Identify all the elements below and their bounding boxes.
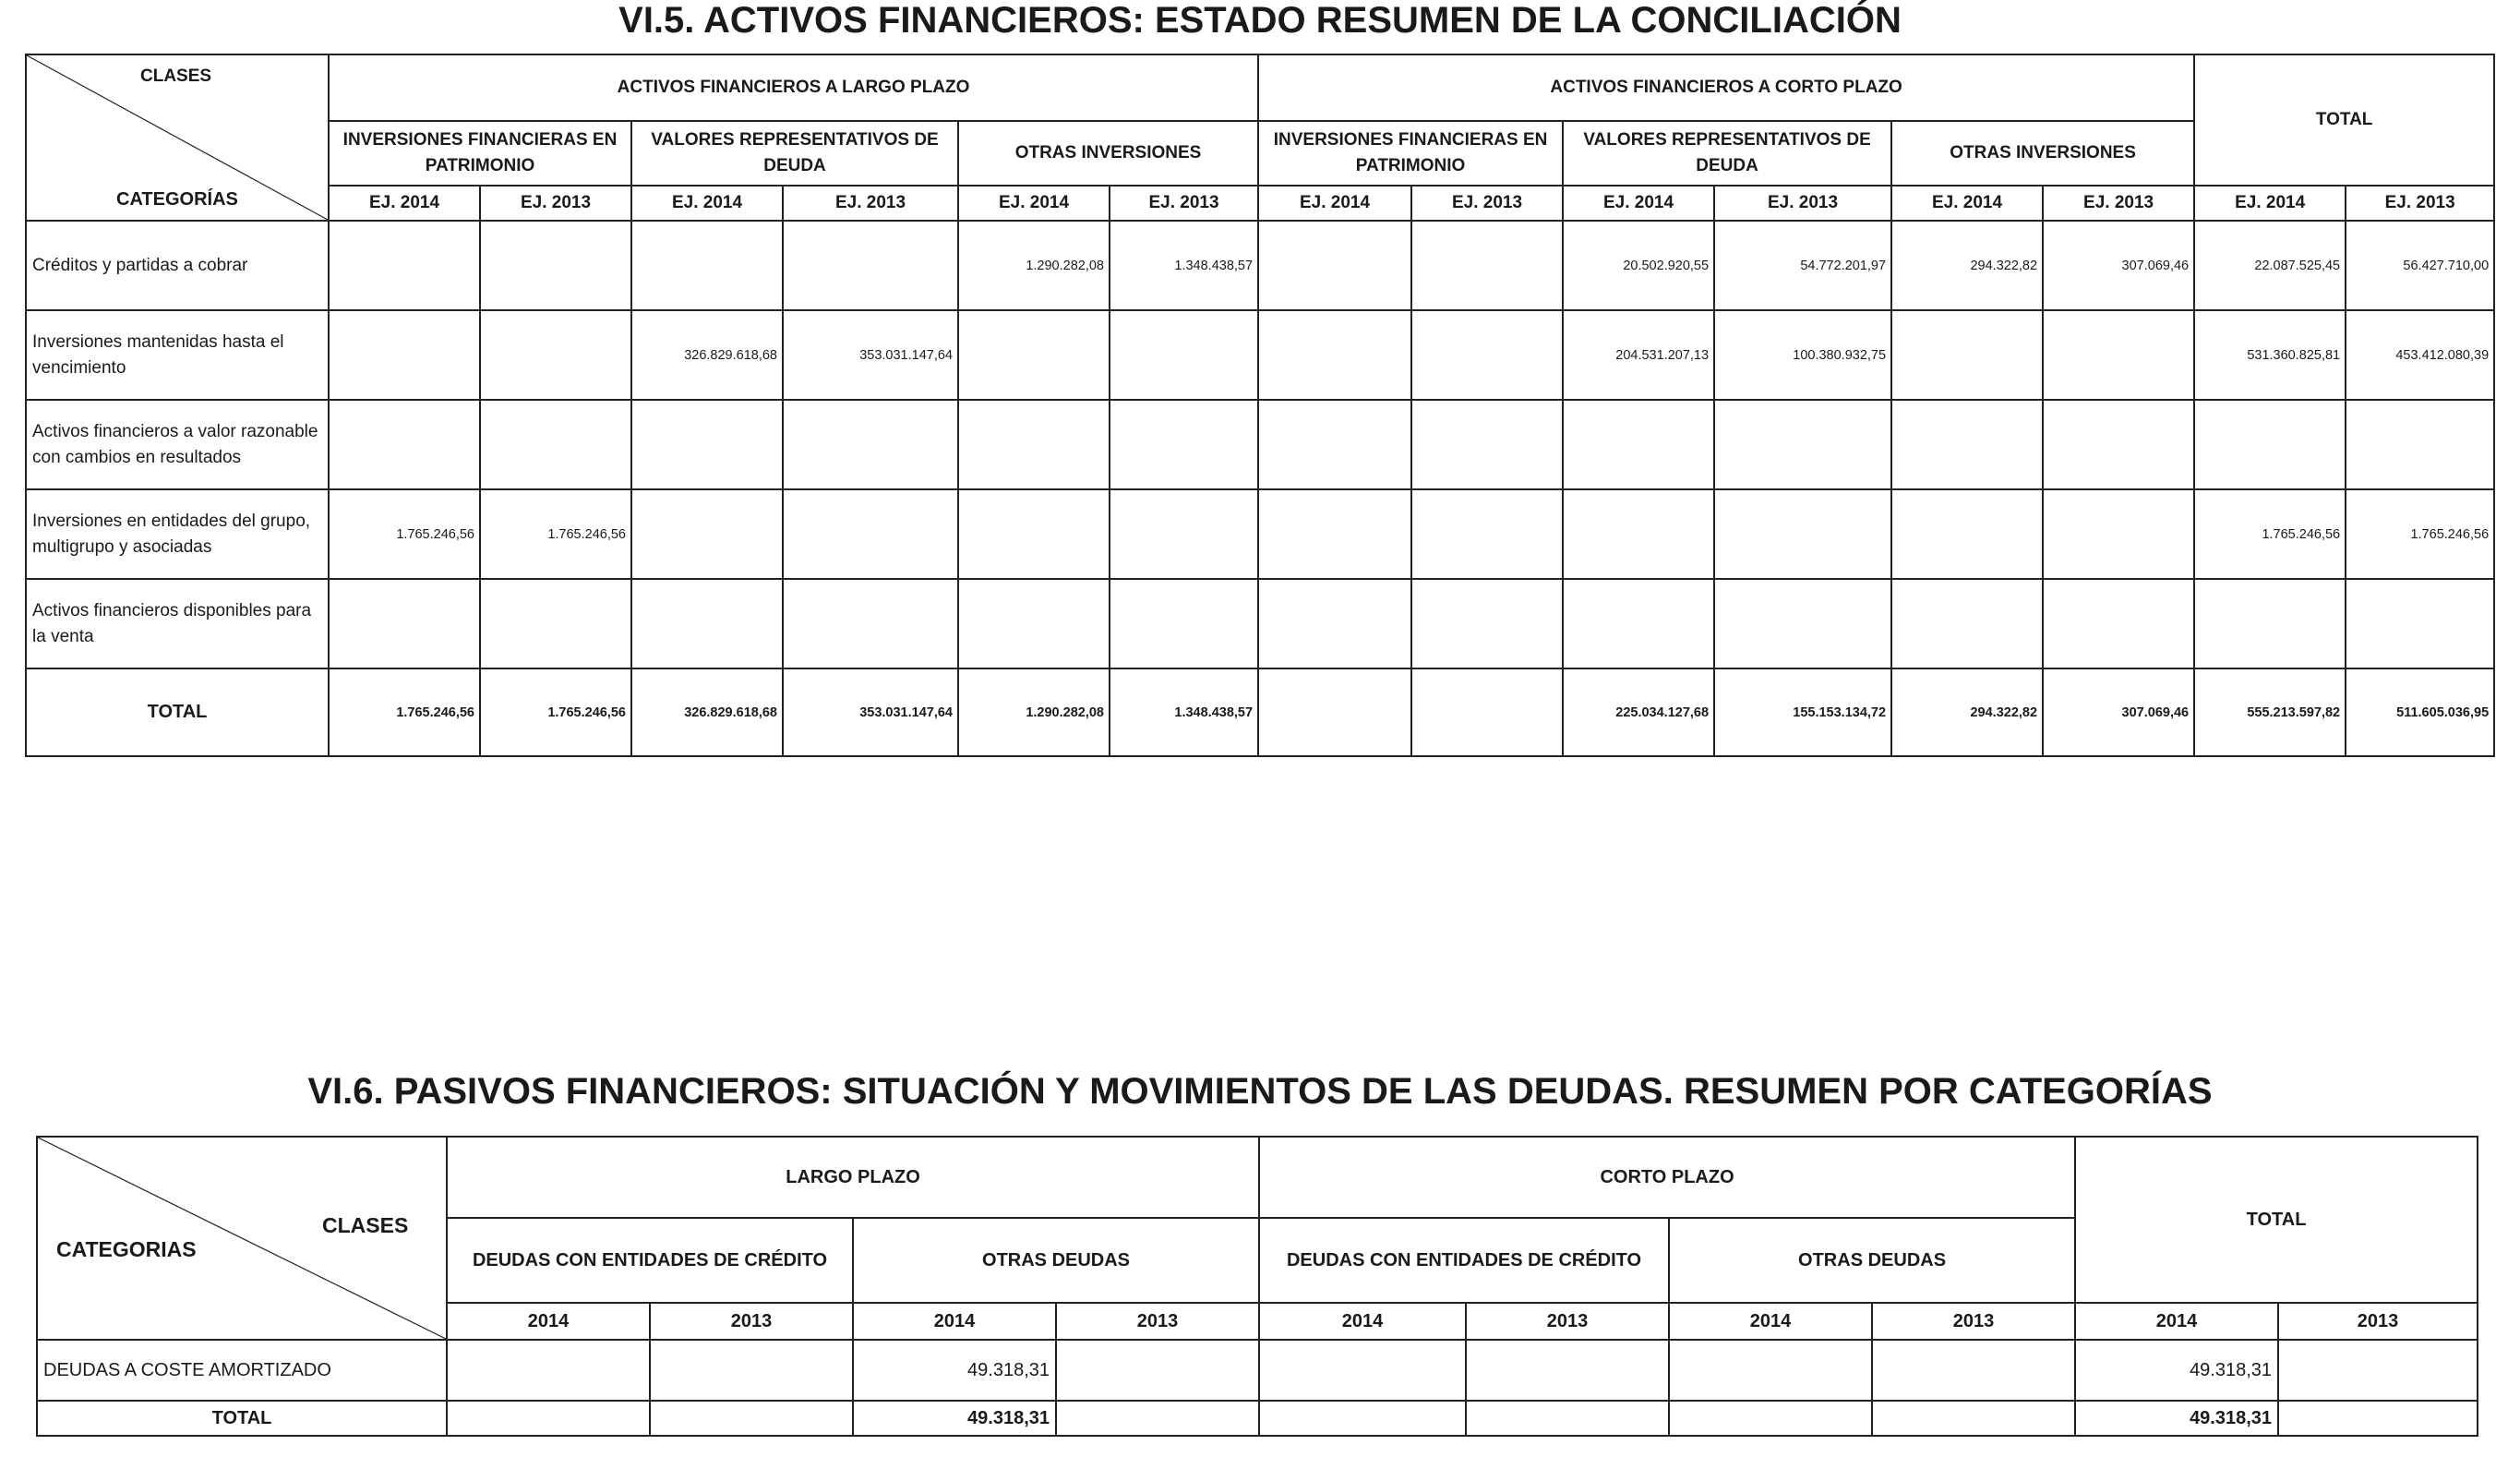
total-value-cell: 225.034.127,68: [1563, 668, 1714, 756]
total-value-cell: [1258, 668, 1411, 756]
value-cell: [783, 400, 958, 489]
row-label: Activos financieros a valor razonable con cambios en resultados: [26, 400, 329, 489]
value-cell: [480, 400, 631, 489]
subgroup-header: OTRAS DEUDAS: [853, 1218, 1259, 1303]
value-cell: [1110, 400, 1258, 489]
corner-label-classes: CLASES: [322, 1213, 409, 1237]
total-value-cell: 353.031.147,64: [783, 668, 958, 756]
value-cell: [480, 221, 631, 310]
value-cell: [1891, 310, 2043, 400]
subgroup-header: OTRAS INVERSIONES: [958, 121, 1258, 186]
value-cell: [1872, 1340, 2075, 1401]
value-cell: 100.380.932,75: [1714, 310, 1891, 400]
section2-title: VI.6. PASIVOS FINANCIEROS: SITUACIÓN Y MOVIMIENTOS DE LAS DEUDAS. RESUMEN POR CATEGORÍAS: [307, 1071, 2213, 1112]
value-cell: [2043, 310, 2194, 400]
value-cell: [631, 221, 783, 310]
row-label: Inversiones en entidades del grupo, multigrupo y asociadas: [26, 489, 329, 579]
subgroup-header: VALORES REPRESENTATIVOS DE DEUDA: [1563, 121, 1891, 186]
value-cell: [329, 400, 480, 489]
value-cell: [631, 579, 783, 668]
year-header: EJ. 2013: [1411, 186, 1563, 221]
value-cell: 49.318,31: [853, 1340, 1056, 1401]
value-cell: [1466, 1340, 1669, 1401]
value-cell: [1411, 489, 1563, 579]
year-header: 2014: [1669, 1303, 1872, 1340]
year-header: EJ. 2013: [1110, 186, 1258, 221]
value-cell: [2043, 489, 2194, 579]
value-cell: [1891, 489, 2043, 579]
value-cell: [783, 221, 958, 310]
year-header: 2013: [650, 1303, 853, 1340]
year-header: 2014: [447, 1303, 650, 1340]
value-cell: 1.765.246,56: [2194, 489, 2346, 579]
value-cell: [1056, 1340, 1259, 1401]
total-value-cell: [2278, 1401, 2478, 1436]
value-cell: [1714, 579, 1891, 668]
group-header-total: TOTAL: [2075, 1137, 2478, 1303]
value-cell: [1411, 579, 1563, 668]
value-cell: [1411, 400, 1563, 489]
value-cell: [1563, 489, 1714, 579]
value-cell: 326.829.618,68: [631, 310, 783, 400]
value-cell: [650, 1340, 853, 1401]
group-header-long-term: LARGO PLAZO: [447, 1137, 1259, 1218]
total-value-cell: 49.318,31: [2075, 1401, 2278, 1436]
value-cell: [2043, 400, 2194, 489]
table-corner-header: [26, 54, 329, 221]
table-row: [26, 489, 2494, 579]
total-label: TOTAL: [37, 1401, 447, 1436]
corner-label-categories: CATEGORIAS: [56, 1237, 197, 1261]
value-cell: [329, 221, 480, 310]
financial-assets-table: [25, 54, 2495, 757]
value-cell: 1.348.438,57: [1110, 221, 1258, 310]
value-cell: [1891, 579, 2043, 668]
year-header: EJ. 2014: [1258, 186, 1411, 221]
total-value-cell: 1.765.246,56: [329, 668, 480, 756]
total-value-cell: 1.765.246,56: [480, 668, 631, 756]
value-cell: 1.765.246,56: [480, 489, 631, 579]
total-value-cell: [1259, 1401, 1466, 1436]
value-cell: [480, 310, 631, 400]
total-value-cell: [650, 1401, 853, 1436]
total-value-cell: 155.153.134,72: [1714, 668, 1891, 756]
total-row: [26, 668, 2494, 756]
financial-liabilities-table: [36, 1136, 2478, 1437]
value-cell: [1669, 1340, 1872, 1401]
year-header: 2013: [1872, 1303, 2075, 1340]
group-header-long-term: ACTIVOS FINANCIEROS A LARGO PLAZO: [329, 54, 1258, 121]
value-cell: [1110, 310, 1258, 400]
value-cell: [1714, 400, 1891, 489]
value-cell: 307.069,46: [2043, 221, 2194, 310]
value-cell: 1.765.246,56: [329, 489, 480, 579]
value-cell: 353.031.147,64: [783, 310, 958, 400]
total-value-cell: [447, 1401, 650, 1436]
year-header: EJ. 2013: [1714, 186, 1891, 221]
value-cell: [1110, 579, 1258, 668]
table-row: [26, 221, 2494, 310]
subgroup-header: INVERSIONES FINANCIERAS EN PATRIMONIO: [329, 121, 631, 186]
year-header: EJ. 2013: [783, 186, 958, 221]
year-header: EJ. 2014: [2194, 186, 2346, 221]
total-value-cell: [1872, 1401, 2075, 1436]
value-cell: [447, 1340, 650, 1401]
value-cell: [2346, 579, 2494, 668]
year-header: EJ. 2013: [2043, 186, 2194, 221]
row-label: Activos financieros disponibles para la venta: [26, 579, 329, 668]
value-cell: 20.502.920,55: [1563, 221, 1714, 310]
value-cell: [1411, 221, 1563, 310]
value-cell: [1258, 310, 1411, 400]
value-cell: 531.360.825,81: [2194, 310, 2346, 400]
subgroup-header: DEUDAS CON ENTIDADES DE CRÉDITO: [447, 1218, 853, 1303]
year-header: 2013: [2278, 1303, 2478, 1340]
total-value-cell: 49.318,31: [853, 1401, 1056, 1436]
value-cell: [958, 579, 1110, 668]
section1-title: VI.5. ACTIVOS FINANCIEROS: ESTADO RESUMEN DE LA CONCILIACIÓN: [618, 0, 1902, 41]
value-cell: [1563, 400, 1714, 489]
corner-label-categories: CATEGORÍAS: [116, 189, 238, 210]
subgroup-header: OTRAS INVERSIONES: [1891, 121, 2194, 186]
total-value-cell: 555.213.597,82: [2194, 668, 2346, 756]
value-cell: [1411, 310, 1563, 400]
subgroup-header: OTRAS DEUDAS: [1669, 1218, 2075, 1303]
group-header-short-term: ACTIVOS FINANCIEROS A CORTO PLAZO: [1258, 54, 2194, 121]
value-cell: 294.322,82: [1891, 221, 2043, 310]
group-header-total: TOTAL: [2194, 54, 2494, 186]
year-header: EJ. 2014: [1891, 186, 2043, 221]
value-cell: [1258, 221, 1411, 310]
value-cell: [2043, 579, 2194, 668]
value-cell: [2346, 400, 2494, 489]
value-cell: [1258, 489, 1411, 579]
total-value-cell: 1.348.438,57: [1110, 668, 1258, 756]
value-cell: 1.765.246,56: [2346, 489, 2494, 579]
value-cell: [1258, 579, 1411, 668]
year-header: 2014: [853, 1303, 1056, 1340]
value-cell: [2194, 400, 2346, 489]
total-row: [37, 1401, 2478, 1436]
value-cell: [480, 579, 631, 668]
year-header: 2013: [1056, 1303, 1259, 1340]
table-corner-header: [37, 1137, 447, 1340]
value-cell: 453.412.080,39: [2346, 310, 2494, 400]
value-cell: [783, 579, 958, 668]
value-cell: [1891, 400, 2043, 489]
total-value-cell: [1466, 1401, 1669, 1436]
value-cell: [1110, 489, 1258, 579]
value-cell: [783, 489, 958, 579]
year-header: 2014: [2075, 1303, 2278, 1340]
value-cell: [631, 400, 783, 489]
total-label: TOTAL: [26, 668, 329, 756]
total-value-cell: [1056, 1401, 1259, 1436]
subgroup-header: VALORES REPRESENTATIVOS DE DEUDA: [631, 121, 958, 186]
value-cell: [958, 310, 1110, 400]
group-header-short-term: CORTO PLAZO: [1259, 1137, 2075, 1218]
year-header: EJ. 2014: [329, 186, 480, 221]
total-value-cell: [1411, 668, 1563, 756]
value-cell: [329, 310, 480, 400]
value-cell: [2194, 579, 2346, 668]
year-header: EJ. 2013: [2346, 186, 2494, 221]
year-header: 2014: [1259, 1303, 1466, 1340]
table-row: [37, 1340, 2478, 1401]
value-cell: [1259, 1340, 1466, 1401]
year-header: 2013: [1466, 1303, 1669, 1340]
row-label: DEUDAS A COSTE AMORTIZADO: [37, 1340, 447, 1401]
value-cell: [1714, 489, 1891, 579]
row-label: Créditos y partidas a cobrar: [26, 221, 329, 310]
value-cell: 54.772.201,97: [1714, 221, 1891, 310]
value-cell: [2278, 1340, 2478, 1401]
total-value-cell: 1.290.282,08: [958, 668, 1110, 756]
corner-label-classes: CLASES: [140, 66, 212, 86]
table-row: [26, 400, 2494, 489]
value-cell: 22.087.525,45: [2194, 221, 2346, 310]
value-cell: [958, 489, 1110, 579]
year-header: EJ. 2014: [631, 186, 783, 221]
value-cell: 49.318,31: [2075, 1340, 2278, 1401]
value-cell: [1563, 579, 1714, 668]
subgroup-header: INVERSIONES FINANCIERAS EN PATRIMONIO: [1258, 121, 1563, 186]
year-header: EJ. 2013: [480, 186, 631, 221]
table-row: [26, 579, 2494, 668]
total-value-cell: 511.605.036,95: [2346, 668, 2494, 756]
value-cell: [631, 489, 783, 579]
year-header: EJ. 2014: [958, 186, 1110, 221]
total-value-cell: 326.829.618,68: [631, 668, 783, 756]
value-cell: [1258, 400, 1411, 489]
value-cell: 1.290.282,08: [958, 221, 1110, 310]
value-cell: 204.531.207,13: [1563, 310, 1714, 400]
total-value-cell: 307.069,46: [2043, 668, 2194, 756]
value-cell: [958, 400, 1110, 489]
total-value-cell: [1669, 1401, 1872, 1436]
subgroup-header: DEUDAS CON ENTIDADES DE CRÉDITO: [1259, 1218, 1669, 1303]
value-cell: 56.427.710,00: [2346, 221, 2494, 310]
table-row: [26, 310, 2494, 400]
total-value-cell: 294.322,82: [1891, 668, 2043, 756]
value-cell: [329, 579, 480, 668]
row-label: Inversiones mantenidas hasta el vencimiento: [26, 310, 329, 400]
year-header: EJ. 2014: [1563, 186, 1714, 221]
